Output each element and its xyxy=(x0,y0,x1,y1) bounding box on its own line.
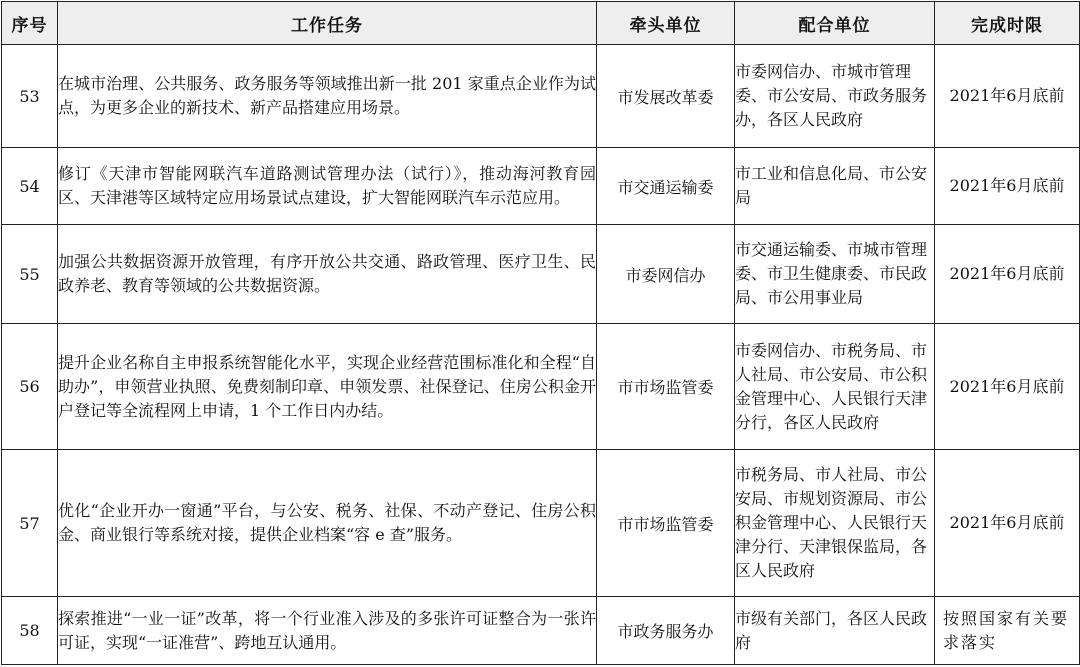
row-task: 探索推进“一业一证”改革，将一个行业准入涉及的多张许可证整合为一张许可证，实现“一证准营”、跨地互认通用。 xyxy=(58,597,597,665)
header-coop: 配合单位 xyxy=(735,2,935,45)
row-coop: 市委网信办、市税务局、市人社局、市公安局、市公积金管理中心、人民银行天津分行，各区人民政府 xyxy=(735,324,935,450)
row-coop: 市税务局、市人社局、市公安局、市规划资源局、市公积金管理中心、人民银行天津分行、天津银保监局，各区人民政府 xyxy=(735,450,935,597)
row-task: 提升企业名称自主申报系统智能化水平，实现企业经营范围标准化和全程“自助办”，申领营业执照、免费刻制印章、申领发票、社保登记、住房公积金开户登记等全流程网上申请，1 个工作日内办结。 xyxy=(58,324,597,450)
row-task: 在城市治理、公共服务、政务服务等领域推出新一批 201 家重点企业作为试点，为更多企业的新技术、新产品搭建应用场景。 xyxy=(58,45,597,148)
row-coop: 市级有关部门，各区人民政府 xyxy=(735,597,935,665)
row-task: 加强公共数据资源开放管理，有序开放公共交通、路政管理、医疗卫生、民政养老、教育等领域的公共数据资源。 xyxy=(58,225,597,324)
row-coop: 市工业和信息化局、市公安局 xyxy=(735,148,935,225)
row-seq: 58 xyxy=(2,597,58,665)
row-lead: 市市场监管委 xyxy=(597,324,735,450)
row-deadline: 2021年6月底前 xyxy=(935,324,1080,450)
row-lead: 市交通运输委 xyxy=(597,148,735,225)
row-task: 修订《天津市智能网联汽车道路测试管理办法（试行）》，推动海河教育园区、天津港等区域特定应用场景试点建设，扩大智能网联汽车示范应用。 xyxy=(58,148,597,225)
header-lead: 牵头单位 xyxy=(597,2,735,45)
row-lead: 市委网信办 xyxy=(597,225,735,324)
row-deadline: 2021年6月底前 xyxy=(935,225,1080,324)
table-row xyxy=(2,324,1080,450)
row-seq: 57 xyxy=(2,450,58,597)
table-row xyxy=(2,450,1080,597)
row-deadline: 2021年6月底前 xyxy=(935,450,1080,597)
row-seq: 55 xyxy=(2,225,58,324)
row-seq: 56 xyxy=(2,324,58,450)
table-row xyxy=(2,45,1080,148)
row-lead: 市发展改革委 xyxy=(597,45,735,148)
row-seq: 54 xyxy=(2,148,58,225)
row-lead: 市市场监管委 xyxy=(597,450,735,597)
task-table xyxy=(1,1,1080,665)
header-task: 工作任务 xyxy=(58,2,597,45)
row-deadline: 2021年6月底前 xyxy=(935,148,1080,225)
table-row xyxy=(2,148,1080,225)
row-coop: 市交通运输委、市城市管理委、市卫生健康委、市民政局、市公用事业局 xyxy=(735,225,935,324)
table-row xyxy=(2,225,1080,324)
row-lead: 市政务服务办 xyxy=(597,597,735,665)
header-seq: 序号 xyxy=(2,2,58,45)
row-coop: 市委网信办、市城市管理委、市公安局、市政务服务办，各区人民政府 xyxy=(735,45,935,148)
table-row xyxy=(2,597,1080,665)
row-task: 优化“企业开办一窗通”平台，与公安、税务、社保、不动产登记、住房公积金、商业银行等系统对接，提供企业档案“容 e 查”服务。 xyxy=(58,450,597,597)
row-deadline: 2021年6月底前 xyxy=(935,45,1080,148)
row-deadline: 按照国家有关要求落实 xyxy=(935,597,1080,665)
header-deadline: 完成时限 xyxy=(935,2,1080,45)
row-seq: 53 xyxy=(2,45,58,148)
header-row xyxy=(2,2,1080,45)
